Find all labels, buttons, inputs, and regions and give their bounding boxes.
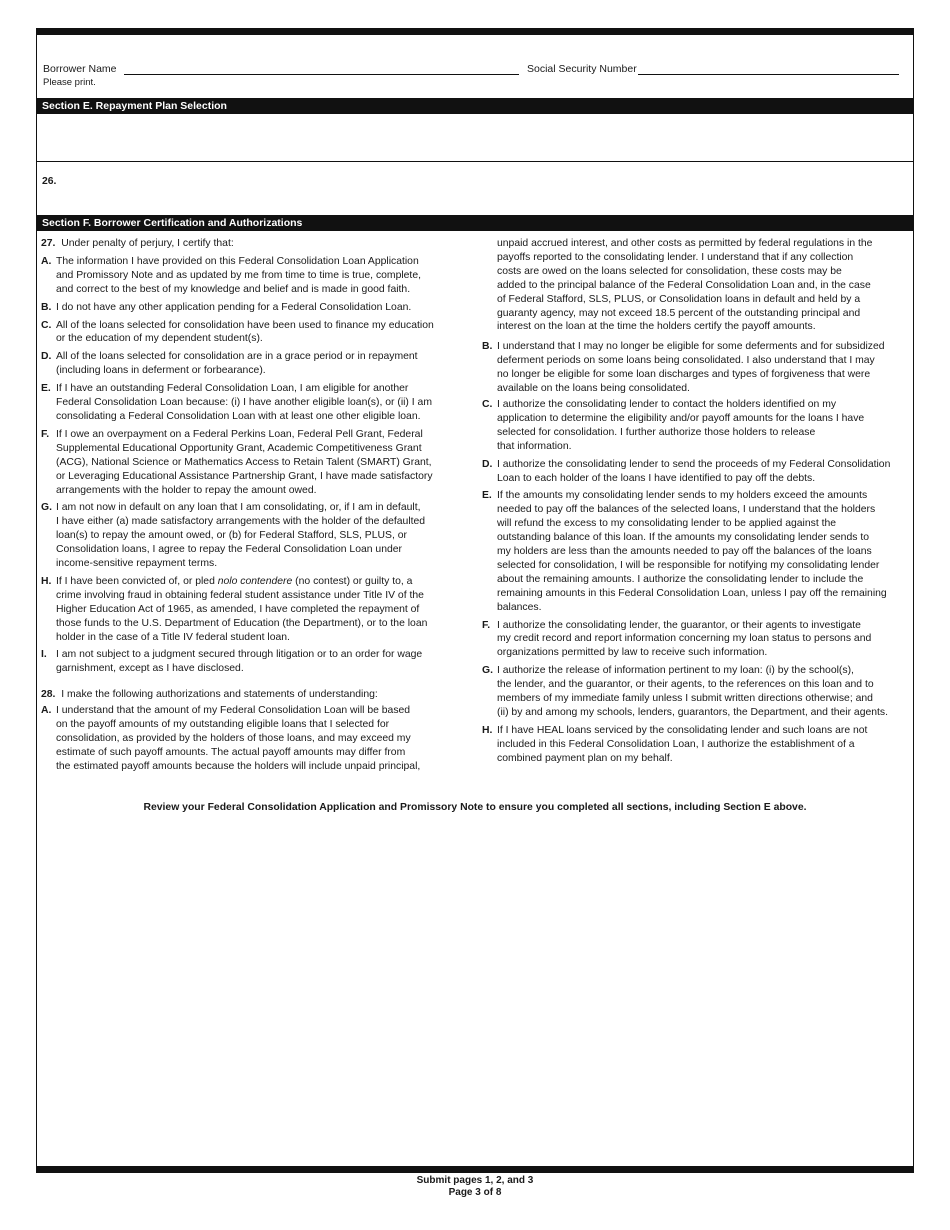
item-27-line: I have either (a) made satisfactory arrangements with the holder of the defaulted xyxy=(56,516,426,528)
item-28-a-line: interest on the loan at the time the holders certify the payoff amounts. xyxy=(497,321,816,333)
item-28-f xyxy=(482,619,907,661)
section-e-header: Section E. Repayment Plan Selection xyxy=(36,98,914,114)
item-28-line: remaining amounts in this Federal Consolidation Loan, unless I pay off the remaining xyxy=(497,587,887,599)
item-27-d xyxy=(41,350,451,378)
item-28-letter: C. xyxy=(482,398,493,410)
item-27-line: All of the loans selected for consolidation are in a grace period or in repayment xyxy=(56,351,418,363)
item-27-g xyxy=(41,501,451,571)
item-28-a xyxy=(41,704,451,774)
item-28-text xyxy=(497,489,907,614)
right-column xyxy=(482,237,907,770)
ssn-label: Social Security Number xyxy=(527,63,637,75)
item-27-text xyxy=(56,648,451,676)
item-27-line: I am not now in default on any loan that I am consolidating, or, if I am in default, xyxy=(56,502,421,514)
item-27-b xyxy=(41,301,451,315)
item-27-line: arrangements with the holder to repay the amount owed. xyxy=(56,484,317,496)
item-27-line: Higher Education Act of 1965, as amended, I have completed the repayment of xyxy=(56,603,420,615)
ssn-field[interactable] xyxy=(638,74,899,75)
item-27-line: holder in the case of a Title IV federal student loan. xyxy=(56,631,290,643)
item-28-line: I authorize the consolidating lender to send the proceeds of my Federal Consolidation xyxy=(497,458,891,470)
item-28-a-line: the estimated payoff amounts because the holders will include unpaid principal, xyxy=(56,760,421,772)
item-27-text xyxy=(56,575,451,645)
item-28-text xyxy=(497,724,907,766)
item-27-line: garnishment, except as I have disclosed. xyxy=(56,663,244,675)
item-28-line: included in this Federal Consolidation Loan, I authorize the establishment of a xyxy=(497,738,855,750)
item-27-letter: E. xyxy=(41,383,51,395)
item-28-intro-text: I make the following authorizations and statements of understanding: xyxy=(61,689,378,701)
item-28-g xyxy=(482,664,907,720)
item-28-line: needed to pay off the balances of the selected loans, I understand that the holders xyxy=(497,504,876,516)
item-27-line: If I owe an overpayment on a Federal Perkins Loan, Federal Pell Grant, Federal xyxy=(56,428,423,440)
item-27-text xyxy=(56,382,451,424)
item-28-letter: H. xyxy=(482,724,493,736)
item-27-h xyxy=(41,575,451,645)
item-27-line: income-sensitive repayment terms. xyxy=(56,558,218,570)
item-27-line: or the education of my dependent student(s). xyxy=(56,333,263,345)
item-26-number: 26. xyxy=(42,176,57,187)
item-28-a-continued xyxy=(482,237,907,334)
item-28-a-line: costs are owed on the loans selected for consolidation, these costs may be xyxy=(497,265,842,277)
item-27-line: consolidating a Federal Consolidation Loan with at least one other eligible loan. xyxy=(56,410,421,422)
item-27-a xyxy=(41,255,451,297)
item-27-letter: B. xyxy=(41,301,52,313)
footer xyxy=(36,1175,914,1199)
item-27-number: 27. xyxy=(41,238,56,249)
item-28-e xyxy=(482,489,907,614)
item-27-line: If I have been convicted of, or pled nolo contendere (no contest) or guilty to, a xyxy=(56,575,413,587)
item-28-text xyxy=(497,664,907,720)
item-28-line: deferment periods on some loans being consolidated. I also understand that I may xyxy=(497,355,875,367)
item-28-letter: D. xyxy=(482,458,493,470)
item-28-line: I authorize the release of information pertinent to my loan: (i) by the school(s), xyxy=(497,665,854,677)
item-28-line: available on the loans being consolidated. xyxy=(497,383,690,395)
item-27-line: Federal Consolidation Loan because: (i) I have another eligible loan(s), or (ii) I am xyxy=(56,397,432,409)
borrower-name-label: Borrower Name xyxy=(43,63,117,75)
item-28-line: I authorize the consolidating lender, the guarantor, or their agents to investigate xyxy=(497,619,861,631)
item-28-b xyxy=(482,340,907,396)
item-28-line: my holders are less than the amounts needed to pay off the balances of the loans xyxy=(497,546,872,558)
item-28-text xyxy=(497,340,907,396)
item-27-i xyxy=(41,648,451,676)
item-27-line: (including loans in deferment or forbearance). xyxy=(56,365,266,377)
item-28-a-text xyxy=(56,704,451,774)
item-28-line: I authorize the consolidating lender to contact the holders identified on my xyxy=(497,398,837,410)
item-27-text xyxy=(56,319,451,347)
item-27-letter: A. xyxy=(41,255,52,267)
item-27-intro xyxy=(41,237,451,251)
item-27-line: Supplemental Educational Opportunity Grant, Academic Competitiveness Grant xyxy=(56,442,422,454)
item-28-h xyxy=(482,724,907,766)
item-27-text xyxy=(56,428,451,498)
item-27-line: The information I have provided on this Federal Consolidation Loan Application xyxy=(56,255,419,267)
item-27-letter: F. xyxy=(41,428,50,440)
item-27-line: If I have an outstanding Federal Consolidation Loan, I am eligible for another xyxy=(56,383,409,395)
item-28-a-line: guaranty agency, may not exceed 18.5 percent of the outstanding principal and xyxy=(497,307,861,319)
please-print-note: Please print. xyxy=(43,77,96,88)
section-e-divider xyxy=(36,161,914,162)
item-28-number: 28. xyxy=(41,689,56,701)
item-27-line: All of the loans selected for consolidation have been used to finance my education xyxy=(56,319,434,331)
item-28-line: that information. xyxy=(497,440,572,452)
borrower-name-field[interactable] xyxy=(124,74,519,75)
item-27-text xyxy=(56,301,451,315)
item-27-line: and correct to the best of my knowledge and belief and is made in good faith. xyxy=(56,283,411,295)
item-28-a-line: I understand that the amount of my Federal Consolidation Loan will be based xyxy=(56,705,411,717)
left-column xyxy=(41,237,451,774)
item-28-a-line: on the payoff amounts of my outstanding eligible loans that I selected for xyxy=(56,719,390,731)
item-27-line: and Promissory Note and as updated by me from time to time is true, complete, xyxy=(56,269,421,281)
item-28-line: If the amounts my consolidating lender sends to my holders exceed the amounts xyxy=(497,490,868,502)
item-28-a-letter: A. xyxy=(41,705,52,717)
item-28-line: combined payment plan on my behalf. xyxy=(497,752,673,764)
item-27-letter: C. xyxy=(41,319,52,331)
item-28-letter: B. xyxy=(482,341,493,353)
item-28-line: balances. xyxy=(497,601,542,613)
item-27-line: crime involving fraud in obtaining federal student assistance under Title IV of the xyxy=(56,589,424,601)
item-27-line: (ACG), National Science or Mathematics Access to Retain Talent (SMART) Grant, xyxy=(56,456,432,468)
item-27-line: Consolidation loans, I agree to repay the Federal Consolidation Loan under xyxy=(56,544,403,556)
item-28-c xyxy=(482,398,907,454)
item-27-letter: G. xyxy=(41,502,52,514)
page-number: Page 3 of 8 xyxy=(448,1187,502,1198)
item-28-letter: F. xyxy=(482,619,491,631)
section-f-header: Section F. Borrower Certification and Authorizations xyxy=(36,215,914,231)
item-28-line: I understand that I may no longer be eligible for some deferments and for subsidized xyxy=(497,341,885,353)
item-28-a-line: added to the principal balance of the Federal Consolidation Loan and, in the case xyxy=(497,279,871,291)
item-27-text xyxy=(56,255,451,297)
item-27-f xyxy=(41,428,451,498)
item-28-line: no longer be eligible for some loan discharges and types of forgiveness that were xyxy=(497,369,871,381)
item-27-letter: H. xyxy=(41,575,52,587)
item-28-letter: G. xyxy=(482,665,493,677)
item-27-intro-text: Under penalty of perjury, I certify that: xyxy=(61,238,234,249)
item-27-text xyxy=(56,501,451,571)
bottom-rule xyxy=(36,1166,914,1173)
item-28-text xyxy=(497,619,907,661)
item-27-line: those funds to the U.S. Department of Education (the Department), or to the loan xyxy=(56,617,428,629)
item-28-line: selected for consolidation, I will be responsible for notifying my consolidating lender xyxy=(497,559,880,571)
item-27-c xyxy=(41,319,451,347)
item-27-line: I do not have any other application pending for a Federal Consolidation Loan. xyxy=(56,301,412,313)
item-28-list xyxy=(482,340,907,765)
item-28-letter: E. xyxy=(482,490,492,502)
review-note: Review your Federal Consolidation Application and Promissory Note to ensure you completed all sections, including Section E above. xyxy=(143,802,807,813)
item-27-line: loan(s) to repay the amount owed, or (b) for Federal Stafford, SLS, PLUS, or xyxy=(56,530,407,542)
submit-pages-note: Submit pages 1, 2, and 3 xyxy=(416,1175,534,1186)
item-28-intro xyxy=(41,688,451,702)
item-28-line: the lender, and the guarantor, or their agents, to the references on this loan and to xyxy=(497,679,874,691)
item-27-e xyxy=(41,382,451,424)
item-28-line: Loan to each holder of the loans I have identified to pay off the debts. xyxy=(497,472,816,484)
item-28-a-line: of Federal Stafford, SLS, PLUS, or Consolidation loans in default and held by a xyxy=(497,293,861,305)
item-28-a-line: estimate of such payoff amounts. The actual payoff amounts may differ from xyxy=(56,746,406,758)
item-28-line: selected for consolidation. I further authorize those holders to release xyxy=(497,426,816,438)
item-27-letter: I. xyxy=(41,649,47,661)
item-28-line: about the remaining amounts. I authorize the consolidating lender to include the xyxy=(497,573,864,585)
item-27-list xyxy=(41,255,451,676)
top-rule xyxy=(36,28,914,35)
item-27-text xyxy=(56,350,451,378)
item-28-a-line: payoffs reported to the consolidating lender. I understand that if any collection xyxy=(497,251,854,263)
item-28-a-line: consolidation, as provided by the holders of those loans, and may exceed my xyxy=(56,733,411,744)
item-28-a-line: unpaid accrued interest, and other costs as permitted by federal regulations in the xyxy=(497,238,873,249)
item-27-letter: D. xyxy=(41,351,52,363)
item-28-line: outstanding balance of this loan. If the amounts my consolidating lender sends to xyxy=(497,532,869,544)
item-27-line: or Leveraging Educational Assistance Partnership Grant, I have made satisfactory xyxy=(56,470,433,482)
item-28-text xyxy=(497,398,907,454)
item-28-line: organizations permitted by law to receive such information. xyxy=(497,647,768,659)
item-28-line: members of my immediate family unless I submit written directions otherwise; and xyxy=(497,693,873,705)
item-28-d xyxy=(482,458,907,486)
item-28-line: If I have HEAL loans serviced by the consolidating lender and such loans are not xyxy=(497,724,868,736)
item-28-line: will refund the excess to my consolidating lender to be applied against the xyxy=(497,518,837,530)
item-28-line: my credit record and report information concerning my loan status to persons and xyxy=(497,633,872,645)
item-28-line: application to determine the eligibility and/or payoff amounts for the loans I have xyxy=(497,412,865,424)
item-27-line: I am not subject to a judgment secured through litigation or to an order for wage xyxy=(56,649,423,661)
item-28-line: (ii) by and among my schools, lenders, guarantors, the Department, and their agents. xyxy=(497,707,889,718)
item-28-text xyxy=(497,458,907,486)
